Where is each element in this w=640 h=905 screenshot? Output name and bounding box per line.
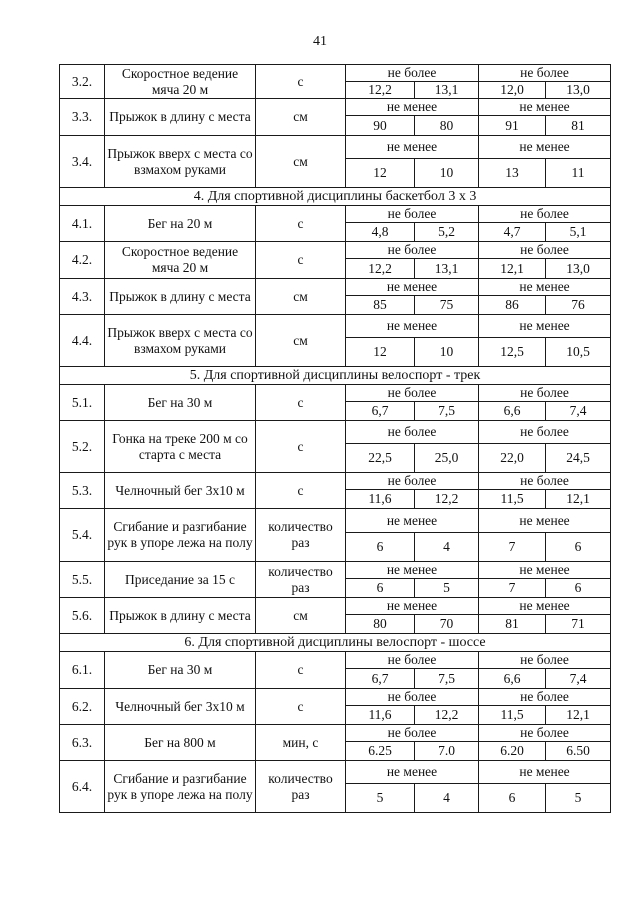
page-number: 41 xyxy=(313,34,327,49)
norm-value: 13,1 xyxy=(415,259,479,279)
exercise-name: Бег на 30 м xyxy=(105,385,256,421)
exercise-number: 5.1. xyxy=(60,385,105,421)
norm-value: 22,5 xyxy=(346,444,415,473)
exercise-unit: мин, с xyxy=(256,725,346,761)
norm-value: 13,1 xyxy=(415,82,479,99)
exercise-row xyxy=(60,279,611,296)
norm-value: 12 xyxy=(346,338,415,367)
norm-value: 24,5 xyxy=(546,444,611,473)
exercise-name: Прыжок вверх с места со взмахом руками xyxy=(105,136,256,188)
norm-caption-b: не более xyxy=(479,725,611,742)
exercise-unit: с xyxy=(256,689,346,725)
norm-value: 10 xyxy=(415,159,479,188)
norm-caption-a: не менее xyxy=(346,99,479,116)
norm-value: 71 xyxy=(546,615,611,634)
exercise-unit: количество раз xyxy=(256,509,346,562)
norm-caption-a: не более xyxy=(346,385,479,402)
norm-value: 6 xyxy=(346,533,415,562)
norm-caption-b: не более xyxy=(479,652,611,669)
section-row xyxy=(60,188,611,206)
norm-caption-b: не более xyxy=(479,65,611,82)
norm-value: 6,6 xyxy=(479,669,546,689)
norm-value: 7.0 xyxy=(415,742,479,761)
exercise-unit: с xyxy=(256,242,346,279)
exercise-row xyxy=(60,652,611,669)
norm-value: 7 xyxy=(479,579,546,598)
exercise-unit: количество раз xyxy=(256,761,346,813)
norm-caption-a: не менее xyxy=(346,761,479,784)
norm-value: 6.20 xyxy=(479,742,546,761)
exercise-number: 3.4. xyxy=(60,136,105,188)
norm-value: 11,5 xyxy=(479,706,546,725)
exercise-row xyxy=(60,65,611,82)
norm-caption-b: не менее xyxy=(479,598,611,615)
norm-caption-a: не более xyxy=(346,725,479,742)
norm-value: 81 xyxy=(546,116,611,136)
exercise-unit: с xyxy=(256,473,346,509)
norm-value: 25,0 xyxy=(415,444,479,473)
norm-caption-b: не менее xyxy=(479,279,611,296)
norm-value: 5 xyxy=(415,579,479,598)
exercise-number: 5.4. xyxy=(60,509,105,562)
norm-value: 12,2 xyxy=(415,490,479,509)
norm-value: 12,0 xyxy=(479,82,546,99)
norm-value: 76 xyxy=(546,296,611,315)
exercise-unit: см xyxy=(256,99,346,136)
exercise-number: 6.1. xyxy=(60,652,105,689)
exercise-unit: см xyxy=(256,598,346,634)
norm-value: 7 xyxy=(479,533,546,562)
norm-caption-b: не более xyxy=(479,421,611,444)
section-title: 5. Для спортивной дисциплины велоспорт - трек xyxy=(60,367,611,385)
norm-value: 80 xyxy=(346,615,415,634)
norm-value: 81 xyxy=(479,615,546,634)
norm-value: 7,5 xyxy=(415,402,479,421)
norm-value: 13,0 xyxy=(546,259,611,279)
norm-value: 6 xyxy=(346,579,415,598)
norm-value: 4 xyxy=(415,533,479,562)
norm-caption-a: не менее xyxy=(346,598,479,615)
norm-value: 13 xyxy=(479,159,546,188)
norm-value: 12,2 xyxy=(346,259,415,279)
exercise-unit: см xyxy=(256,315,346,367)
norm-value: 6 xyxy=(546,579,611,598)
exercise-name: Челночный бег 3х10 м xyxy=(105,473,256,509)
exercise-number: 5.6. xyxy=(60,598,105,634)
exercise-row xyxy=(60,689,611,706)
norm-caption-b: не более xyxy=(479,385,611,402)
norm-value: 12 xyxy=(346,159,415,188)
norm-caption-b: не более xyxy=(479,473,611,490)
norm-value: 11,5 xyxy=(479,490,546,509)
norm-value: 6,6 xyxy=(479,402,546,421)
exercise-number: 6.3. xyxy=(60,725,105,761)
norm-value: 12,1 xyxy=(546,490,611,509)
norm-caption-b: не менее xyxy=(479,562,611,579)
norm-value: 11,6 xyxy=(346,490,415,509)
exercise-row xyxy=(60,315,611,338)
exercise-name: Скоростное ведение мяча 20 м xyxy=(105,242,256,279)
exercise-name: Скоростное ведение мяча 20 м xyxy=(105,65,256,99)
exercise-row xyxy=(60,136,611,159)
exercise-number: 5.3. xyxy=(60,473,105,509)
exercise-number: 5.2. xyxy=(60,421,105,473)
exercise-unit: см xyxy=(256,279,346,315)
exercise-name: Бег на 30 м xyxy=(105,652,256,689)
exercise-number: 3.2. xyxy=(60,65,105,99)
norm-value: 75 xyxy=(415,296,479,315)
norm-value: 22,0 xyxy=(479,444,546,473)
exercise-number: 4.2. xyxy=(60,242,105,279)
norm-value: 5,2 xyxy=(415,223,479,242)
norm-caption-a: не более xyxy=(346,689,479,706)
norm-value: 7,4 xyxy=(546,402,611,421)
section-row xyxy=(60,634,611,652)
exercise-unit: количество раз xyxy=(256,562,346,598)
exercise-name: Прыжок в длину с места xyxy=(105,598,256,634)
exercise-number: 4.1. xyxy=(60,206,105,242)
exercise-unit: с xyxy=(256,421,346,473)
exercise-row xyxy=(60,99,611,116)
norm-caption-a: не менее xyxy=(346,136,479,159)
exercise-unit: с xyxy=(256,206,346,242)
exercise-name: Челночный бег 3х10 м xyxy=(105,689,256,725)
norm-value: 6.25 xyxy=(346,742,415,761)
norm-value: 6,7 xyxy=(346,669,415,689)
section-title: 4. Для спортивной дисциплины баскетбол 3 х 3 xyxy=(60,188,611,206)
exercise-number: 6.2. xyxy=(60,689,105,725)
norm-value: 80 xyxy=(415,116,479,136)
norm-value: 12,1 xyxy=(479,259,546,279)
exercise-name: Приседание за 15 с xyxy=(105,562,256,598)
norm-caption-a: не менее xyxy=(346,279,479,296)
norm-caption-a: не более xyxy=(346,473,479,490)
exercise-name: Прыжок в длину с места xyxy=(105,99,256,136)
exercise-number: 6.4. xyxy=(60,761,105,813)
exercise-row xyxy=(60,598,611,615)
norm-caption-b: не менее xyxy=(479,509,611,533)
norm-value: 6.50 xyxy=(546,742,611,761)
norm-value: 11 xyxy=(546,159,611,188)
exercise-row xyxy=(60,761,611,784)
norm-caption-a: не более xyxy=(346,206,479,223)
norm-value: 6 xyxy=(546,533,611,562)
norm-value: 12,5 xyxy=(479,338,546,367)
norm-value: 7,4 xyxy=(546,669,611,689)
exercise-name: Прыжок вверх с места со взмахом руками xyxy=(105,315,256,367)
norm-value: 10 xyxy=(415,338,479,367)
norm-value: 12,2 xyxy=(346,82,415,99)
norm-value: 4,8 xyxy=(346,223,415,242)
exercise-number: 4.4. xyxy=(60,315,105,367)
norm-value: 70 xyxy=(415,615,479,634)
exercise-unit: с xyxy=(256,65,346,99)
exercise-row xyxy=(60,562,611,579)
norm-caption-a: не менее xyxy=(346,315,479,338)
norm-caption-b: не более xyxy=(479,206,611,223)
norm-caption-b: не менее xyxy=(479,761,611,784)
norm-value: 91 xyxy=(479,116,546,136)
norm-caption-b: не менее xyxy=(479,136,611,159)
exercise-name: Бег на 800 м xyxy=(105,725,256,761)
norm-value: 5 xyxy=(546,784,611,813)
norm-caption-a: не менее xyxy=(346,509,479,533)
norm-caption-a: не более xyxy=(346,242,479,259)
exercise-number: 3.3. xyxy=(60,99,105,136)
norm-caption-b: не менее xyxy=(479,99,611,116)
norm-caption-a: не более xyxy=(346,652,479,669)
exercise-unit: см xyxy=(256,136,346,188)
exercise-row xyxy=(60,206,611,223)
exercise-unit: с xyxy=(256,652,346,689)
exercise-row xyxy=(60,473,611,490)
norm-value: 12,1 xyxy=(546,706,611,725)
norm-value: 7,5 xyxy=(415,669,479,689)
norm-caption-a: не более xyxy=(346,65,479,82)
norm-caption-b: не более xyxy=(479,242,611,259)
exercise-unit: с xyxy=(256,385,346,421)
exercise-number: 5.5. xyxy=(60,562,105,598)
section-title: 6. Для спортивной дисциплины велоспорт - шоссе xyxy=(60,634,611,652)
norm-value: 85 xyxy=(346,296,415,315)
exercise-name: Прыжок в длину с места xyxy=(105,279,256,315)
norm-caption-a: не более xyxy=(346,421,479,444)
norm-value: 6,7 xyxy=(346,402,415,421)
exercise-number: 4.3. xyxy=(60,279,105,315)
exercise-name: Гонка на треке 200 м со старта с места xyxy=(105,421,256,473)
norm-caption-b: не более xyxy=(479,689,611,706)
section-row xyxy=(60,367,611,385)
exercise-row xyxy=(60,385,611,402)
norm-value: 6 xyxy=(479,784,546,813)
exercise-row xyxy=(60,509,611,533)
norm-caption-b: не менее xyxy=(479,315,611,338)
norm-value: 12,2 xyxy=(415,706,479,725)
norm-value: 13,0 xyxy=(546,82,611,99)
exercise-row xyxy=(60,242,611,259)
norm-value: 5 xyxy=(346,784,415,813)
norm-value: 90 xyxy=(346,116,415,136)
norm-value: 4 xyxy=(415,784,479,813)
norm-value: 10,5 xyxy=(546,338,611,367)
norm-value: 5,1 xyxy=(546,223,611,242)
exercise-row xyxy=(60,725,611,742)
norm-value: 4,7 xyxy=(479,223,546,242)
norms-table xyxy=(59,64,611,813)
exercise-name: Сгибание и разгибание рук в упоре лежа на полу xyxy=(105,509,256,562)
exercise-row xyxy=(60,421,611,444)
norm-value: 11,6 xyxy=(346,706,415,725)
norm-caption-a: не менее xyxy=(346,562,479,579)
exercise-name: Сгибание и разгибание рук в упоре лежа на полу xyxy=(105,761,256,813)
norm-value: 86 xyxy=(479,296,546,315)
exercise-name: Бег на 20 м xyxy=(105,206,256,242)
